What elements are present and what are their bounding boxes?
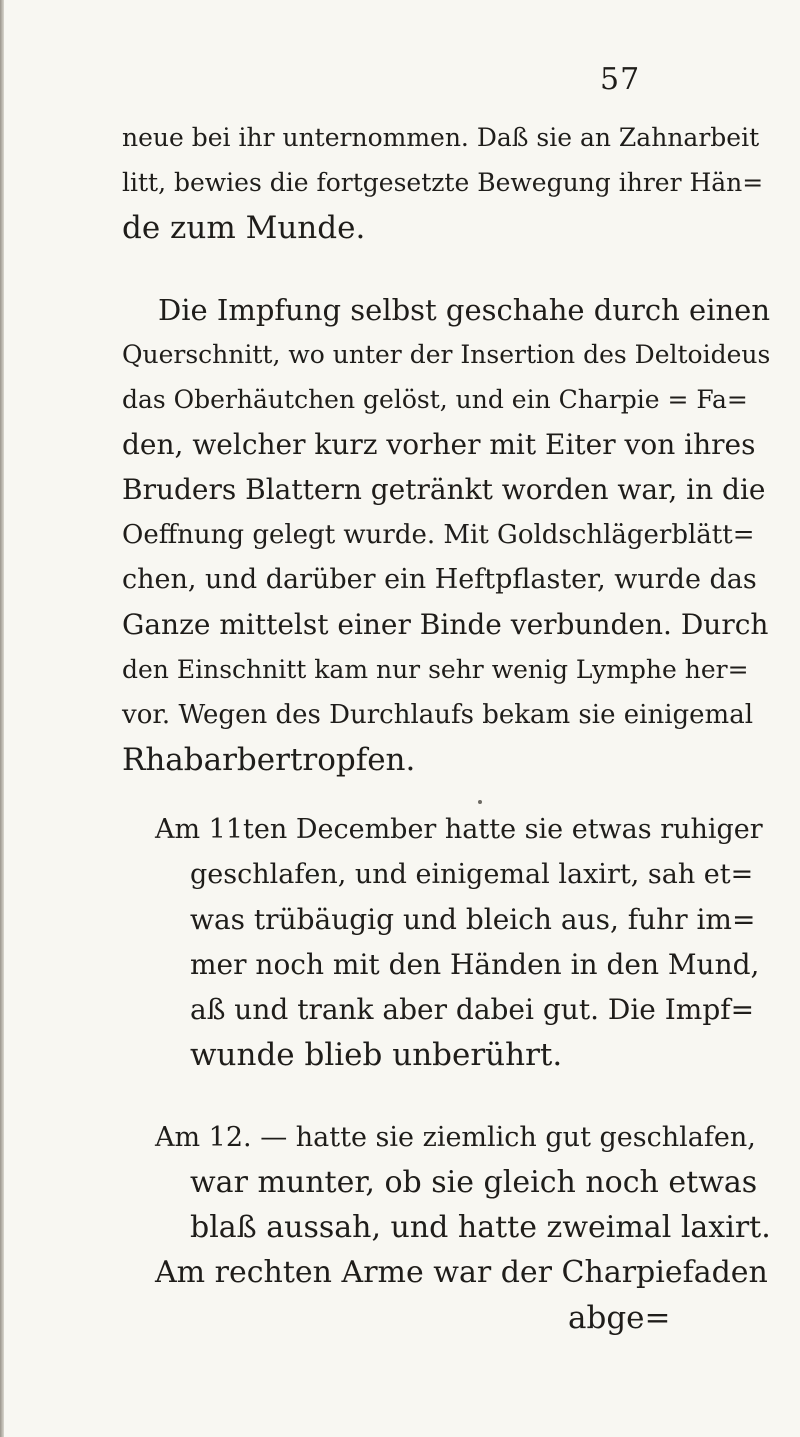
text-line: den Einschnitt kam nur sehr wenig Lymphe her=: [122, 655, 749, 684]
text-line: de zum Munde.: [122, 210, 366, 246]
text-line: das Oberhäutchen gelöst, und ein Charpie = Fa=: [122, 385, 748, 414]
text-line: war munter, ob sie gleich noch etwas: [190, 1165, 758, 1200]
text-line: wunde blieb unberührt.: [190, 1037, 563, 1073]
text-line: Am 11ten December hatte sie etwas ruhiger: [155, 814, 763, 845]
text-line: neue bei ihr unternommen. Daß sie an Zahnarbeit: [122, 123, 760, 152]
scan-speck: [478, 800, 482, 804]
text-line: mer noch mit den Händen in den Mund,: [190, 948, 760, 981]
text-line: vor. Wegen des Durchlaufs bekam sie einigemal: [122, 700, 754, 730]
catchword: abge=: [568, 1300, 671, 1336]
text-line: Bruders Blattern getränkt worden war, in die: [122, 473, 766, 506]
page-number: 57: [600, 62, 641, 97]
text-line: Die Impfung selbst geschahe durch einen: [158, 293, 771, 327]
text-line: blaß aussah, und hatte zweimal laxirt.: [190, 1210, 771, 1245]
text-line: den, welcher kurz vorher mit Eiter von ihres: [122, 428, 756, 461]
text-line: Am rechten Arme war der Charpiefaden: [155, 1255, 768, 1290]
text-line: Oeffnung gelegt wurde. Mit Goldschlägerblätt=: [122, 520, 755, 550]
scan-edge: [0, 0, 4, 1437]
text-line: Rhabarbertropfen.: [122, 742, 416, 778]
text-line: Querschnitt, wo unter der Insertion des Deltoideus: [122, 340, 771, 369]
text-line: Ganze mittelst einer Binde verbunden. Durch: [122, 608, 769, 641]
text-line: aß und trank aber dabei gut. Die Impf=: [190, 993, 755, 1026]
text-line: Am 12. — hatte sie ziemlich gut geschlafen,: [155, 1122, 756, 1153]
text-line: litt, bewies die fortgesetzte Bewegung ihrer Hän=: [122, 168, 764, 197]
text-line: geschlafen, und einigemal laxirt, sah et=: [190, 859, 754, 890]
text-line: was trübäugig und bleich aus, fuhr im=: [190, 903, 756, 936]
text-line: chen, und darüber ein Heftpflaster, wurde das: [122, 564, 757, 595]
